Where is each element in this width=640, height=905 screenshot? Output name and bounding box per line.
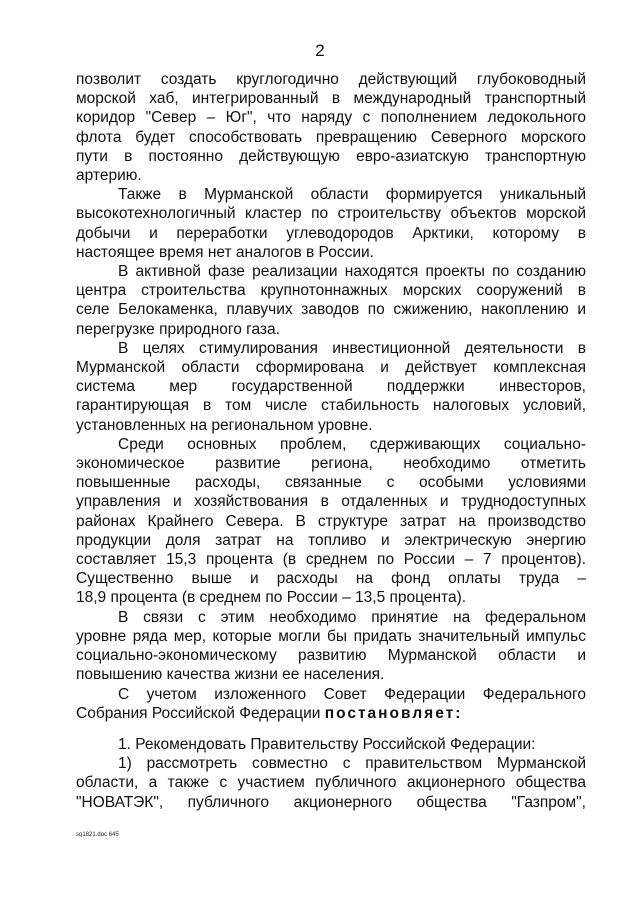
- paragraph: [76, 608, 586, 685]
- paragraph: [76, 435, 586, 608]
- text-line: флота будет способствовать превращению Северного морского: [76, 128, 586, 146]
- paragraph: [76, 70, 586, 185]
- text-line: установленных на региональном уровне.: [76, 416, 373, 434]
- document-body: [76, 70, 586, 812]
- text-line: Среди основных проблем, сдерживающих социально-: [118, 435, 586, 453]
- text-line: продукции доля затрат на топливо и электрическую энергию: [76, 531, 586, 549]
- text-line: составляет 15,3 процента (в среднем по России – 7 процентов).: [76, 551, 586, 569]
- paragraph: [76, 185, 586, 262]
- text-line: перегрузке природного газа.: [76, 320, 280, 338]
- text-fragment: Собрания Российской Федерации: [76, 704, 321, 722]
- text-line: настоящее время нет аналогов в России.: [76, 243, 374, 261]
- paragraph: [76, 754, 586, 812]
- text-line: управления и хозяйствования в отдаленных и труднодоступных: [76, 493, 586, 511]
- text-line: В связи с этим необходимо принятие на федеральном: [118, 608, 586, 626]
- text-line: В целях стимулирования инвестиционной деятельности в: [118, 339, 586, 357]
- text-line: [76, 704, 586, 723]
- text-line: добычи и переработки углеводородов Арктики, которому в: [76, 224, 586, 242]
- text-line: Существенно выше и расходы на фонд оплаты труда –: [76, 570, 586, 588]
- text-line: высокотехнологичный кластер по строительству объектов морской: [76, 205, 586, 223]
- spacer: [76, 723, 586, 735]
- text-line: гарантирующая в том числе стабильность налоговых условий,: [76, 397, 586, 415]
- text-line: морской хаб, интегрированный в международный транспортный: [76, 90, 586, 108]
- paragraph: [76, 339, 586, 435]
- text-line: повышению качества жизни ее населения.: [76, 666, 385, 684]
- page-number: 2: [315, 41, 325, 60]
- document-footer: sq1821.doc 645: [76, 832, 119, 838]
- text-line: "НОВАТЭК", публичного акционерного общества "Газпром",: [76, 793, 586, 811]
- text-line: экономическое развитие региона, необходимо отметить: [76, 455, 586, 473]
- text-line: центра строительства крупнотоннажных морских сооружений в: [76, 282, 586, 300]
- text-line: повышенные расходы, связанные с особыми условиями: [76, 474, 586, 492]
- text-line: социально-экономическому развитию Мурманской области и: [76, 647, 586, 665]
- text-line: пути в постоянно действующую евро-азиатскую транспортную: [76, 147, 586, 165]
- text-line: районах Крайнего Севера. В структуре затрат на производство: [76, 512, 586, 530]
- paragraph: [76, 735, 586, 754]
- text-line: 1) рассмотреть совместно с правительством Мурманской: [118, 755, 586, 773]
- paragraph: [76, 262, 586, 339]
- resolution-keyword: постановляет:: [324, 704, 463, 722]
- text-line: уровне ряда мер, которые могли бы придать значительный импульс: [76, 627, 586, 645]
- text-line: позволит создать круглогодично действующий глубоководный: [76, 71, 586, 88]
- text-line: Мурманской области сформирована и действует комплексная: [76, 359, 586, 377]
- text-line: области, а также с участием публичного акционерного общества: [76, 774, 586, 792]
- text-line: артерию.: [76, 167, 142, 185]
- text-line: 1. Рекомендовать Правительству Российской Федерации:: [118, 735, 536, 753]
- text-line: система мер государственной поддержки инвесторов,: [76, 378, 586, 396]
- text-line: Также в Мурманской области формируется уникальный: [118, 186, 586, 204]
- text-line: селе Белокаменка, плавучих заводов по сжижению, накоплению и: [76, 301, 586, 319]
- text-line: В активной фазе реализации находятся проекты по созданию: [118, 263, 586, 281]
- text-line: 18,9 процента (в среднем по России – 13,5 процента).: [76, 589, 467, 607]
- paragraph: [76, 685, 586, 723]
- text-line: коридор "Север – Юг", что наряду с пополнением ледокольного: [76, 109, 586, 127]
- text-line: С учетом изложенного Совет Федерации Федерального: [118, 685, 586, 703]
